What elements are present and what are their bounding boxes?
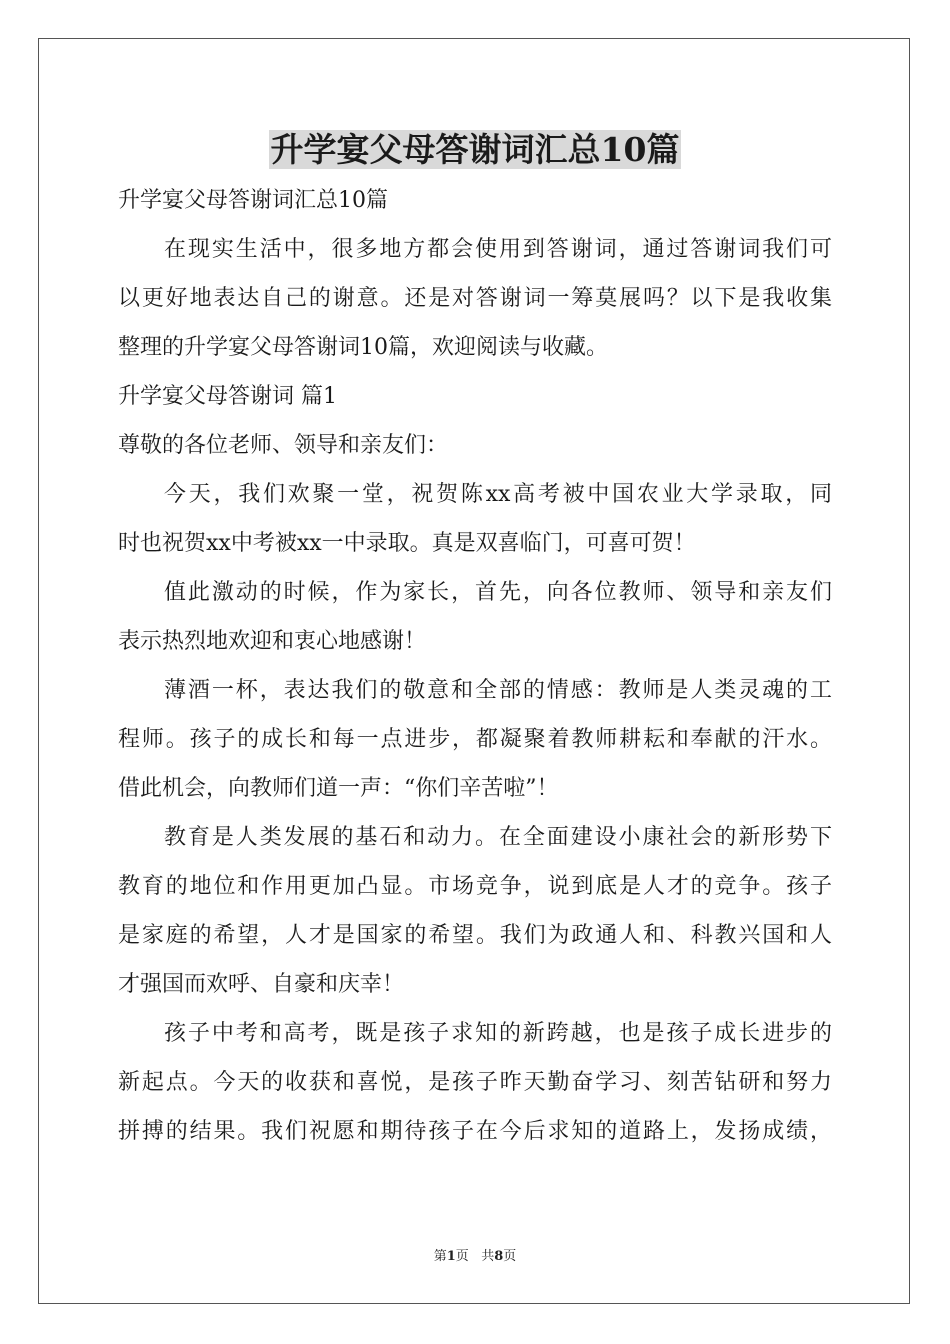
body-line: 值此激动的时候，作为家长，首先，向各位教师、领导和亲友们 xyxy=(164,580,832,605)
body-line: 新起点。今天的收获和喜悦，是孩子昨天勤奋学习、刻苦钻研和努力 xyxy=(118,1070,832,1095)
body-line: 是家庭的希望，人才是国家的希望。我们为政通人和、科教兴国和人 xyxy=(118,923,832,948)
footer-total-prefix: 共 xyxy=(481,1249,495,1264)
document-title xyxy=(0,126,950,174)
body-line: 薄酒一杯，表达我们的敬意和全部的情感：教师是人类灵魂的工 xyxy=(164,678,832,703)
document-title-text: 升学宴父母答谢词汇总10篇 xyxy=(270,130,680,169)
document-body xyxy=(118,176,832,1156)
body-line: 孩子中考和高考，既是孩子求知的新跨越，也是孩子成长进步的 xyxy=(164,1021,832,1046)
body-line: 整理的升学宴父母答谢词10篇，欢迎阅读与收藏。 xyxy=(118,335,608,360)
footer-page-suffix: 页 xyxy=(455,1249,469,1264)
body-line: 尊敬的各位老师、领导和亲友们： xyxy=(118,433,449,458)
body-line: 教育的地位和作用更加凸显。市场竞争，说到底是人才的竞争。孩子 xyxy=(118,874,832,899)
body-line: 升学宴父母答谢词 篇1 xyxy=(118,384,337,409)
body-line: 表示热烈地欢迎和衷心地感谢！ xyxy=(118,629,427,654)
body-line: 程师。孩子的成长和每一点进步，都凝聚着教师耕耘和奉献的汗水。 xyxy=(118,727,832,752)
body-line: 时也祝贺xx中考被xx一中录取。真是双喜临门，可喜可贺！ xyxy=(118,531,696,556)
footer-page-prefix: 第 xyxy=(433,1249,447,1264)
body-line: 才强国而欢呼、自豪和庆幸！ xyxy=(118,972,405,997)
body-line: 今天，我们欢聚一堂，祝贺陈xx高考被中国农业大学录取，同 xyxy=(164,482,832,507)
body-line: 升学宴父母答谢词汇总10篇 xyxy=(118,188,388,213)
body-line: 拼搏的结果。我们祝愿和期待孩子在今后求知的道路上，发扬成绩， xyxy=(118,1119,832,1144)
body-line: 教育是人类发展的基石和动力。在全面建设小康社会的新形势下 xyxy=(164,825,832,850)
body-line: 借此机会，向教师们道一声：“你们辛苦啦”！ xyxy=(118,776,559,801)
footer-page-number: 1 xyxy=(446,1249,456,1264)
footer-total-suffix: 页 xyxy=(503,1249,517,1264)
page-footer xyxy=(0,1248,950,1266)
body-line: 在现实生活中，很多地方都会使用到答谢词，通过答谢词我们可 xyxy=(164,237,832,262)
body-line: 以更好地表达自己的谢意。还是对答谢词一筹莫展吗？以下是我收集 xyxy=(118,286,832,311)
footer-total-pages: 8 xyxy=(494,1249,504,1264)
